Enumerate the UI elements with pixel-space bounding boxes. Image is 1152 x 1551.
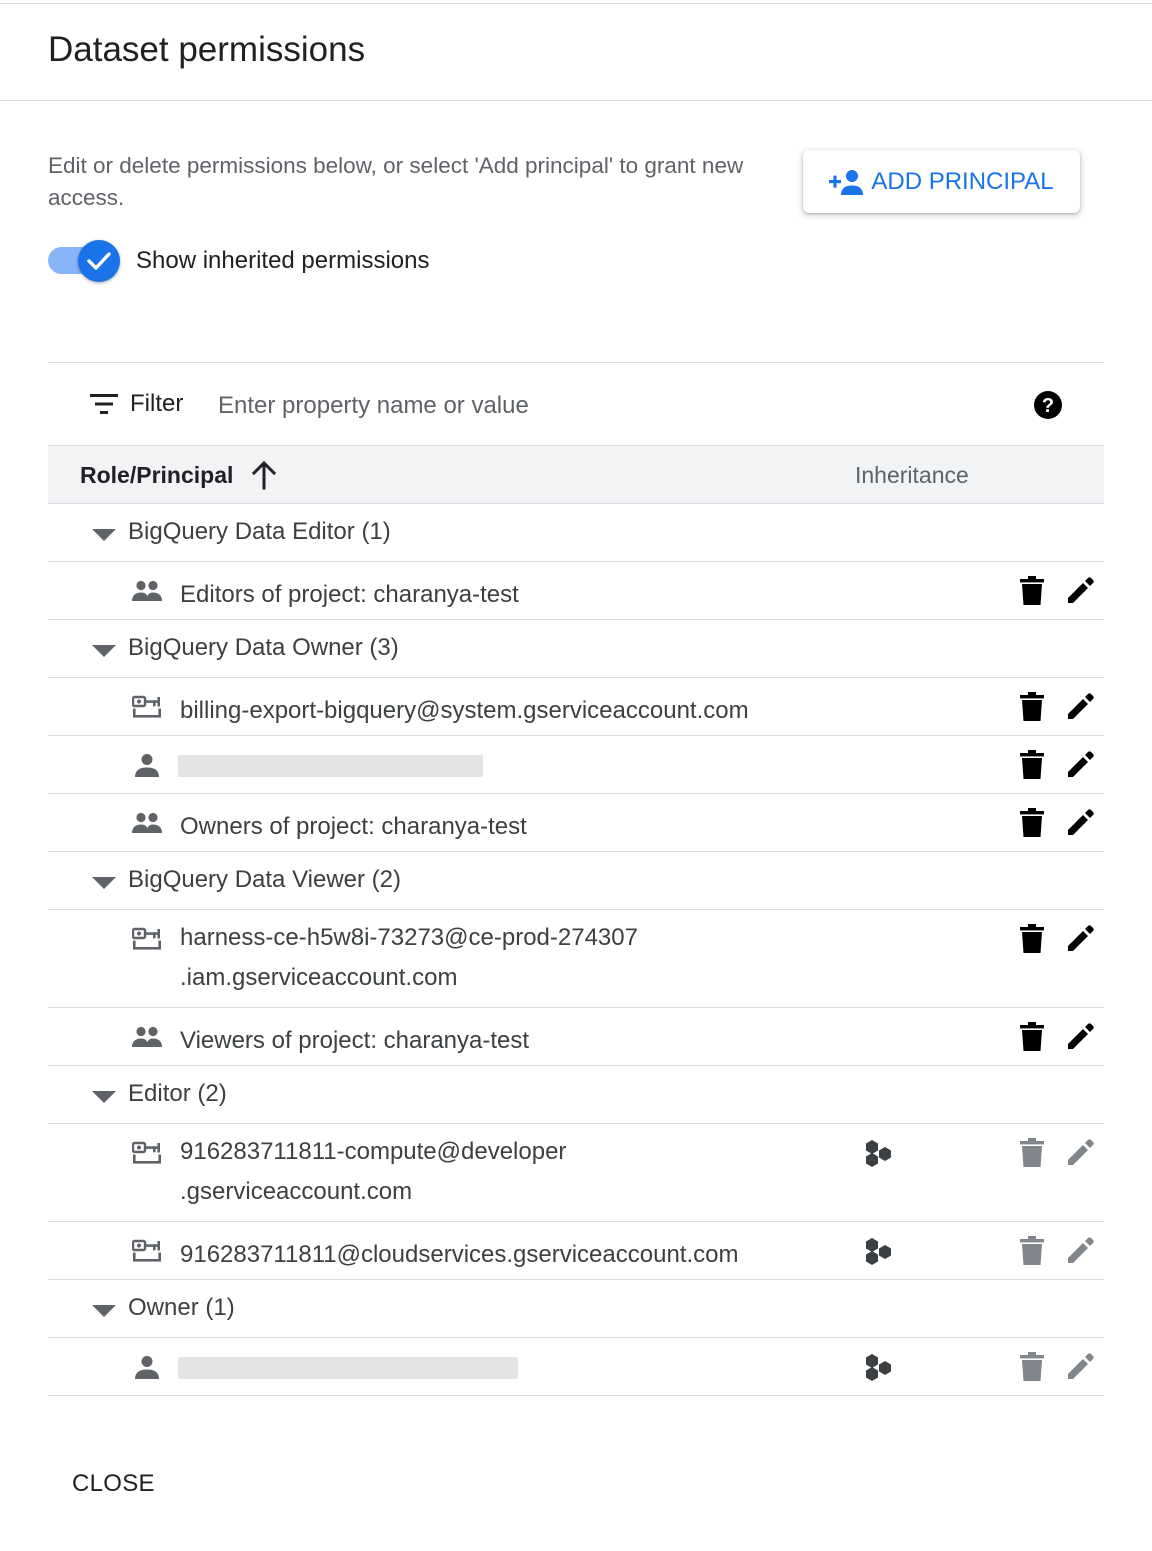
person-icon bbox=[132, 1355, 162, 1379]
title-divider bbox=[0, 100, 1152, 101]
show-inherited-toggle[interactable] bbox=[48, 240, 120, 282]
toggle-knob bbox=[78, 240, 120, 282]
role-group-label: BigQuery Data Owner (3) bbox=[128, 634, 399, 661]
role-group-row[interactable] bbox=[48, 1280, 1104, 1338]
inherited-icon bbox=[864, 1352, 894, 1382]
delete-icon[interactable] bbox=[1018, 750, 1046, 780]
delete-icon[interactable] bbox=[1018, 692, 1046, 722]
edit-icon bbox=[1064, 1351, 1096, 1383]
redacted-principal bbox=[178, 1357, 518, 1379]
role-principal-column-header[interactable]: Role/Principal bbox=[80, 462, 234, 488]
dialog-title: Dataset permissions bbox=[48, 30, 366, 69]
principal-name: Viewers of project: charanya-test bbox=[180, 1027, 530, 1054]
edit-icon[interactable] bbox=[1064, 691, 1096, 723]
caret-down-icon bbox=[92, 1090, 116, 1102]
group-icon bbox=[132, 811, 162, 835]
principal-row bbox=[48, 1338, 1104, 1396]
caret-down-icon bbox=[92, 876, 116, 888]
delete-icon[interactable] bbox=[1018, 1022, 1046, 1052]
service-account-icon bbox=[132, 1141, 162, 1165]
redacted-principal bbox=[178, 755, 483, 777]
edit-icon[interactable] bbox=[1064, 749, 1096, 781]
principal-row bbox=[48, 1222, 1104, 1280]
edit-icon[interactable] bbox=[1064, 575, 1096, 607]
close-button[interactable]: CLOSE bbox=[72, 1470, 155, 1497]
top-border bbox=[0, 3, 1152, 4]
group-icon bbox=[132, 1025, 162, 1049]
caret-down-icon bbox=[92, 644, 116, 656]
filter-icon bbox=[90, 393, 118, 415]
filter-label: Filter bbox=[130, 390, 184, 417]
principal-row bbox=[48, 1124, 1104, 1222]
role-group-row[interactable] bbox=[48, 504, 1104, 562]
principal-name: 916283711811@cloudservices.gserviceaccount.com bbox=[180, 1241, 739, 1268]
group-icon bbox=[132, 579, 162, 603]
principal-name: Owners of project: charanya-test bbox=[180, 813, 527, 840]
caret-down-icon bbox=[92, 1304, 116, 1316]
service-account-icon bbox=[132, 695, 162, 719]
filter-bar bbox=[48, 362, 1104, 446]
edit-icon bbox=[1064, 1235, 1096, 1267]
role-group-label: Editor (2) bbox=[128, 1080, 227, 1107]
delete-icon[interactable] bbox=[1018, 576, 1046, 606]
edit-icon[interactable] bbox=[1064, 923, 1096, 955]
delete-icon[interactable] bbox=[1018, 924, 1046, 954]
dialog-description: Edit or delete permissions below, or select 'Add principal' to grant new access. bbox=[48, 153, 744, 210]
table-header bbox=[48, 446, 1104, 504]
add-principal-label: ADD PRINCIPAL bbox=[871, 167, 1054, 195]
add-person-icon bbox=[829, 168, 863, 196]
edit-icon bbox=[1064, 1137, 1096, 1169]
principal-row bbox=[48, 794, 1104, 852]
role-group-label: BigQuery Data Editor (1) bbox=[128, 518, 391, 545]
person-icon bbox=[132, 753, 162, 777]
role-group-label: BigQuery Data Viewer (2) bbox=[128, 866, 401, 893]
principal-row bbox=[48, 910, 1104, 1008]
sort-arrow-up-icon[interactable] bbox=[250, 460, 278, 490]
edit-icon[interactable] bbox=[1064, 807, 1096, 839]
principal-row bbox=[48, 1008, 1104, 1066]
caret-down-icon bbox=[92, 528, 116, 540]
role-group-row[interactable] bbox=[48, 1066, 1104, 1124]
help-icon[interactable] bbox=[1033, 390, 1063, 420]
role-group-row[interactable] bbox=[48, 852, 1104, 910]
principal-name: 916283711811-compute@developer .gserviceaccount.com bbox=[180, 1138, 567, 1205]
role-group-row[interactable] bbox=[48, 620, 1104, 678]
add-principal-button[interactable] bbox=[803, 150, 1080, 213]
table-body bbox=[48, 504, 1104, 1396]
svg-text:?: ? bbox=[1041, 395, 1055, 417]
permissions-table bbox=[48, 362, 1104, 1396]
delete-icon[interactable] bbox=[1018, 808, 1046, 838]
edit-icon[interactable] bbox=[1064, 1021, 1096, 1053]
delete-icon bbox=[1018, 1352, 1046, 1382]
inherited-icon bbox=[864, 1138, 894, 1168]
check-icon bbox=[86, 250, 112, 272]
service-account-icon bbox=[132, 927, 162, 951]
principal-row bbox=[48, 736, 1104, 794]
delete-icon bbox=[1018, 1236, 1046, 1266]
principal-row bbox=[48, 678, 1104, 736]
inheritance-column-header: Inheritance bbox=[855, 462, 969, 488]
filter-input[interactable] bbox=[216, 385, 980, 427]
delete-icon bbox=[1018, 1138, 1046, 1168]
role-group-label: Owner (1) bbox=[128, 1294, 235, 1321]
principal-name: harness-ce-h5w8i-73273@ce-prod-274307 .iam.gserviceaccount.com bbox=[180, 924, 638, 991]
principal-row bbox=[48, 562, 1104, 620]
toggle-label: Show inherited permissions bbox=[136, 247, 430, 274]
service-account-icon bbox=[132, 1239, 162, 1263]
inherited-icon bbox=[864, 1236, 894, 1266]
principal-name: billing-export-bigquery@system.gserviceaccount.com bbox=[180, 697, 749, 724]
principal-name: Editors of project: charanya-test bbox=[180, 581, 519, 608]
